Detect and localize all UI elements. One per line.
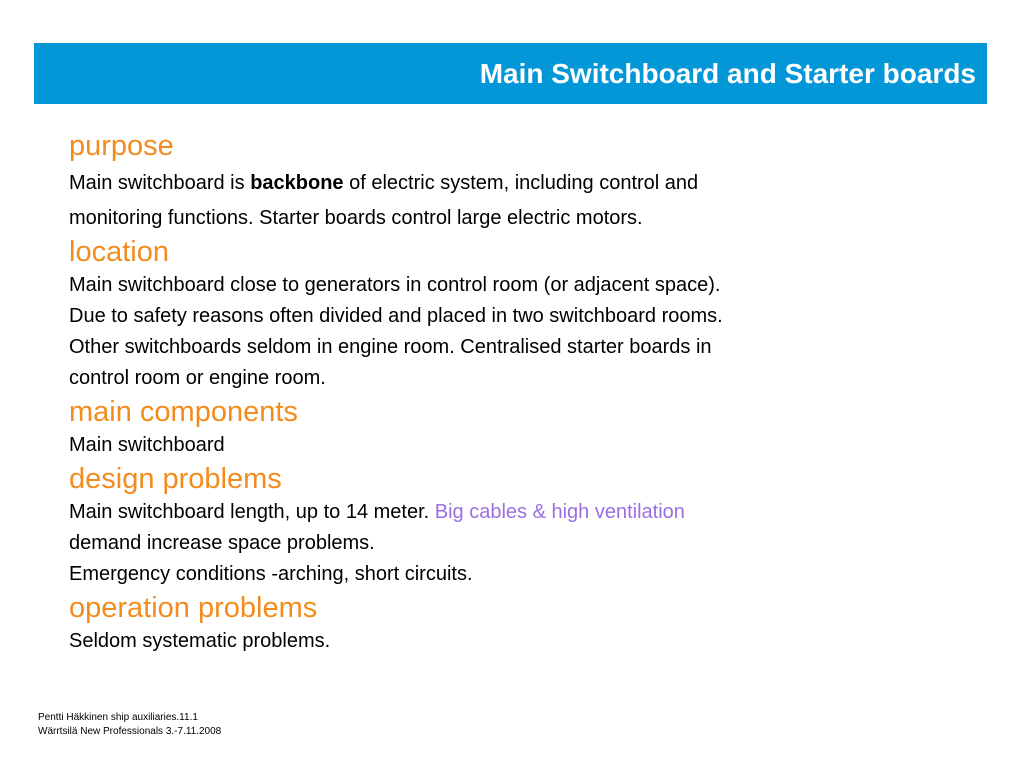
purpose-line-1: [69, 164, 969, 203]
heading-purpose: purpose: [69, 130, 174, 162]
design-problems-highlight: Big cables & high ventilation: [434, 501, 685, 523]
heading-main-components: main components: [69, 396, 298, 428]
location-line-2: Due to safety reasons often divided and placed in two switchboard rooms.: [69, 305, 723, 327]
operation-problems-line-1: Seldom systematic problems.: [69, 630, 331, 652]
heading-operation-problems: operation problems: [69, 592, 318, 624]
slide-content: [69, 128, 969, 657]
location-line-4: control room or engine room.: [69, 367, 326, 389]
purpose-bold-term: backbone: [250, 172, 344, 194]
title-bar: [34, 43, 987, 104]
design-problems-line-2: demand increase space problems.: [69, 532, 375, 554]
slide-title: Main Switchboard and Starter boards: [479, 57, 976, 89]
purpose-text-after: of electric system, including control and: [343, 172, 699, 194]
purpose-text-before: Main switchboard is: [69, 172, 251, 194]
location-line-3: Other switchboards seldom in engine room. Centralised starter boards in: [69, 336, 712, 358]
design-problems-text: Main switchboard length, up to 14 meter.: [69, 501, 435, 523]
footer-line-2: Wärrtsilä New Professionals 3.-7.11.2008: [38, 726, 222, 737]
footer-line-1: Pentti Häkkinen ship auxiliaries.11.1: [38, 712, 198, 723]
location-line-1: Main switchboard close to generators in control room (or adjacent space).: [69, 274, 721, 296]
design-problems-line-3: Emergency conditions -arching, short circuits.: [69, 563, 473, 585]
heading-location: location: [69, 236, 169, 268]
purpose-line-2: monitoring functions. Starter boards control large electric motors.: [69, 207, 643, 229]
footer: [38, 711, 221, 739]
design-problems-line-1: [69, 497, 969, 528]
heading-design-problems: design problems: [69, 463, 282, 495]
main-components-line-1: Main switchboard: [69, 434, 225, 456]
